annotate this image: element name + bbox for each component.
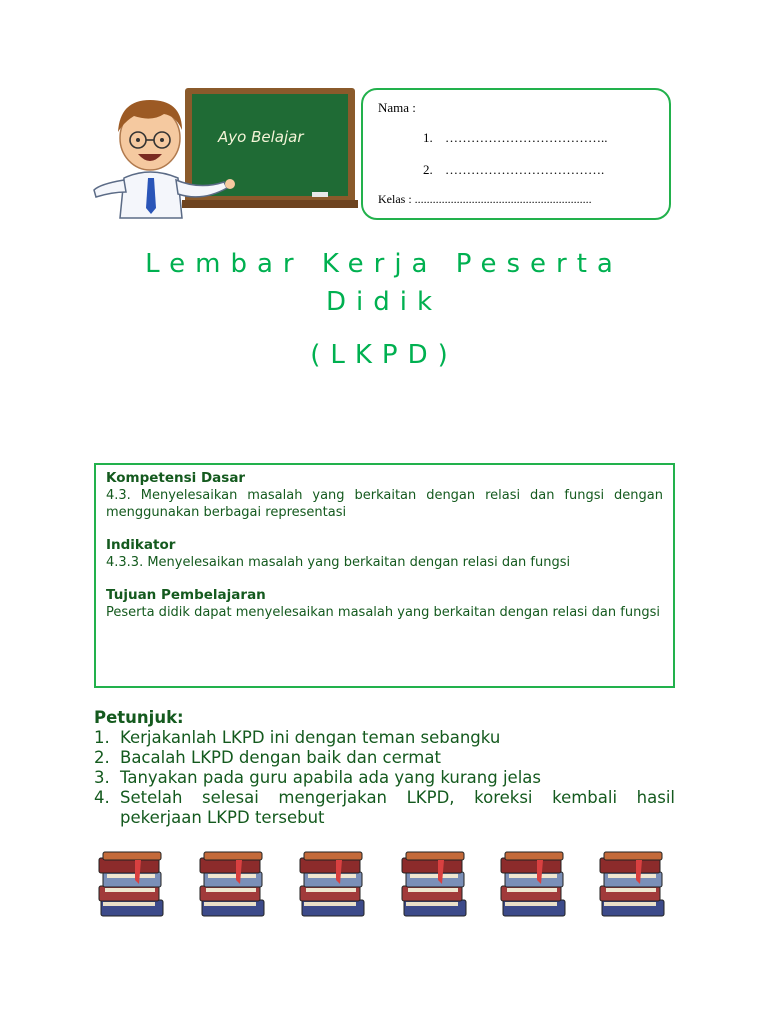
member-dots: ………………………………. — [445, 162, 605, 177]
tujuan-heading: Tujuan Pembelajaran — [106, 587, 266, 603]
indikator-text: 4.3.3. Menyelesaikan masalah yang berkaitan dengan relasi dan fungsi — [106, 555, 571, 570]
kd-text: 4.3. Menyelesaikan masalah yang berkaitan dengan relasi dan fungsi dengan menggunakan berbagai representasi — [106, 488, 663, 520]
item-text: Tanyakan pada guru apabila ada yang kurang jelas — [120, 768, 541, 787]
list-item — [94, 728, 675, 748]
book-stack-icon — [296, 848, 370, 920]
member-line-1 — [423, 130, 608, 146]
item-number: 2. — [94, 748, 110, 767]
instructions-section — [94, 708, 675, 828]
list-item — [94, 788, 675, 828]
member-line-2 — [423, 162, 604, 178]
item-number: 1. — [94, 728, 110, 747]
kd-heading: Kompetensi Dasar — [106, 470, 246, 486]
chalkboard-text: Ayo Belajar — [218, 128, 304, 146]
item-text: Bacalah LKPD dengan baik dan cermat — [120, 748, 441, 767]
instructions-list — [94, 728, 675, 828]
book-stack-icon — [398, 848, 472, 920]
member-dots: ……………………………….. — [445, 130, 608, 145]
item-text: Setelah selesai mengerjakan LKPD, koreksi kembali hasil pekerjaan LKPD tersebut — [120, 788, 675, 827]
page-title-acronym: (LKPD) — [310, 340, 458, 370]
book-stack-icon — [497, 848, 571, 920]
book-stack-icon — [196, 848, 270, 920]
teacher-chalkboard-illustration — [90, 80, 360, 220]
member-number: 1. — [423, 130, 433, 145]
member-number: 2. — [423, 162, 433, 177]
page-title-line-1: Lembar Kerja Peserta — [145, 249, 623, 279]
item-text: Kerjakanlah LKPD ini dengan teman sebangku — [120, 728, 501, 747]
list-item — [94, 768, 675, 788]
kelas-label: Kelas : ........................................................... — [378, 192, 592, 206]
book-stack-icon — [596, 848, 670, 920]
identity-box — [361, 88, 671, 220]
list-item — [94, 748, 675, 768]
indikator-heading: Indikator — [106, 537, 176, 553]
book-stack-icon — [95, 848, 169, 920]
instructions-heading: Petunjuk: — [94, 708, 184, 727]
item-number: 4. — [94, 788, 110, 807]
tujuan-text: Peserta didik dapat menyelesaikan masalah yang berkaitan dengan relasi dan fungsi — [106, 605, 660, 620]
nama-label: Nama : — [378, 100, 416, 115]
item-number: 3. — [94, 768, 110, 787]
competence-box — [94, 463, 675, 688]
page-title-line-2: Didik — [325, 287, 443, 317]
